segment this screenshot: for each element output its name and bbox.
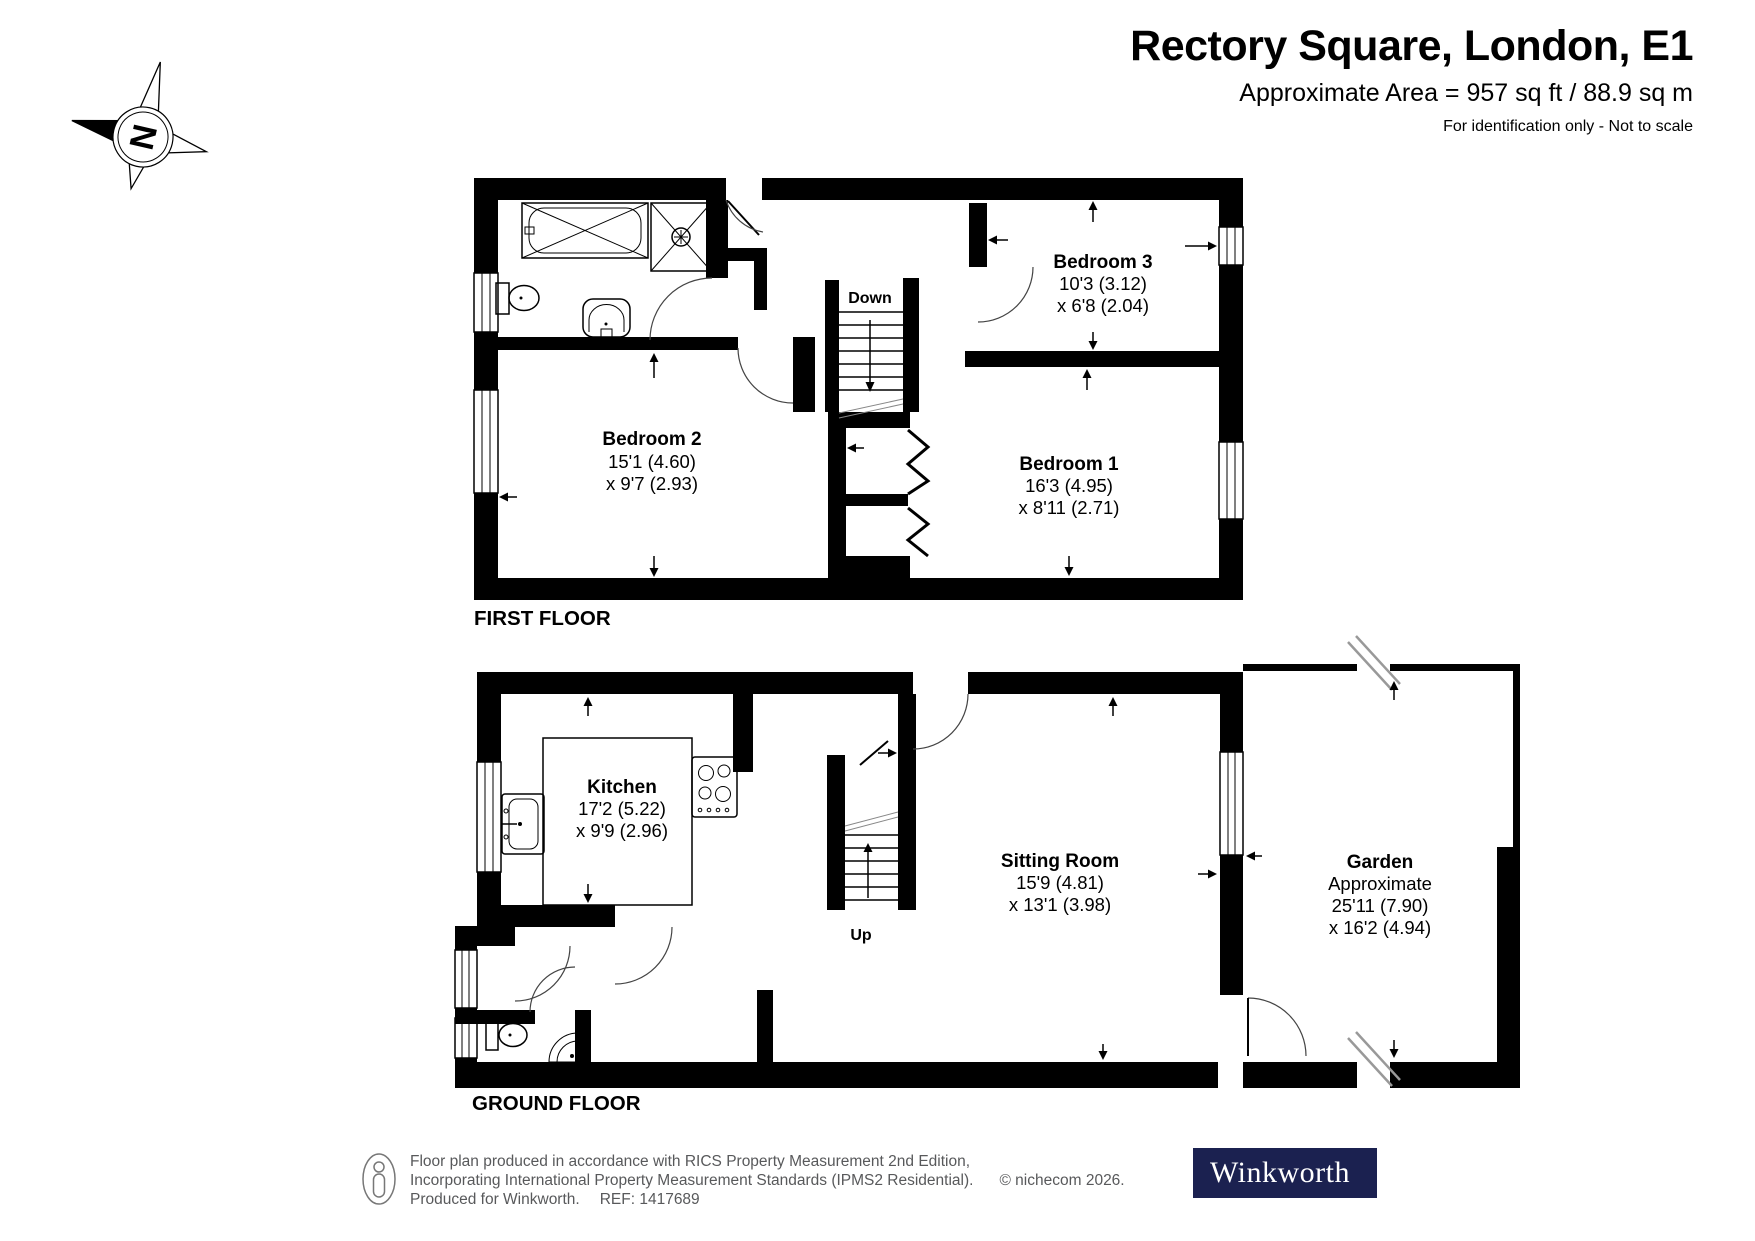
room-label-sitting-room: Sitting Room: [1000, 851, 1120, 872]
room-dim-sitting-room-2: x 13'1 (3.98): [1008, 894, 1112, 915]
wc-corner-basin-icon: [549, 1033, 578, 1062]
stairs-down-label: Down: [848, 290, 892, 307]
page-title: Rectory Square, London, E1: [1130, 22, 1693, 70]
room-dim-kitchen-2: x 9'9 (2.96): [576, 820, 668, 841]
area-line: Approximate Area = 957 sq ft / 88.9 sq m: [1239, 79, 1693, 107]
wc-toilet-icon: [486, 1021, 527, 1050]
room-label-bedroom3: Bedroom 3: [1053, 252, 1153, 273]
footer-copyright: © nichecom 2026.: [999, 1172, 1125, 1190]
footer-text: [410, 1152, 1125, 1210]
basin-icon: [583, 299, 630, 337]
footer-line2: Incorporating International Property Measurement Standards (IPMS2 Residential).: [410, 1172, 974, 1190]
garden-area: [1243, 636, 1520, 1088]
room-dim-bedroom3-1: 10'3 (3.12): [1059, 273, 1147, 294]
stairs-down-icon: [839, 312, 903, 418]
ground-floor-label: GROUND FLOOR: [472, 1092, 641, 1115]
first-floor-label: FIRST FLOOR: [474, 607, 611, 630]
room-dim-bedroom3-2: x 6'8 (2.04): [1057, 295, 1149, 316]
room-dim-bedroom2-2: x 9'7 (2.93): [606, 473, 698, 494]
bathtub-icon: [522, 203, 648, 258]
footer-produced: Produced for Winkworth.: [410, 1191, 580, 1209]
room-dim-sitting-room-1: 15'9 (4.81): [1016, 872, 1104, 893]
person-icon: [360, 1152, 398, 1206]
room-label-kitchen: Kitchen: [587, 777, 657, 798]
toilet-icon: [496, 283, 539, 314]
room-dim-bedroom2-1: 15'1 (4.60): [608, 451, 696, 472]
room-label-bedroom2: Bedroom 2: [602, 429, 702, 450]
room-dim-kitchen-1: 17'2 (5.22): [578, 798, 666, 819]
shower-icon: [651, 203, 711, 271]
room-dim-garden-1: 25'11 (7.90): [1331, 895, 1429, 916]
scale-note: For identification only - Not to scale: [1443, 118, 1693, 135]
winkworth-logo-text: Winkworth: [1210, 1156, 1350, 1189]
hob-icon: [692, 757, 737, 817]
stairs-up-icon: [845, 812, 898, 900]
compass-north-label: N: [122, 120, 166, 154]
room-dim-garden-2: x 16'2 (4.94): [1328, 917, 1432, 938]
winkworth-logo: [1193, 1148, 1377, 1198]
first-floor-plan: [474, 178, 1243, 630]
room-dim-bedroom1-1: 16'3 (4.95): [1025, 475, 1113, 496]
stairs-up-label: Up: [850, 927, 872, 944]
footer-ref: REF: 1417689: [599, 1191, 700, 1209]
measure-arrows-ground-floor: [584, 697, 1263, 1060]
room-label-bedroom1: Bedroom 1: [1019, 454, 1119, 475]
room-approx-garden: Approximate: [1328, 873, 1432, 894]
room-dim-bedroom1-2: x 8'11 (2.71): [1018, 497, 1120, 518]
ground-floor-plan: [455, 672, 1306, 1115]
room-label-garden: Garden: [1346, 852, 1414, 873]
compass-icon: [60, 46, 224, 204]
footer: [360, 1152, 1125, 1210]
footer-line1: Floor plan produced in accordance with RICS Property Measurement 2nd Edition,: [410, 1153, 971, 1170]
kitchen-sink-icon: [502, 794, 544, 854]
